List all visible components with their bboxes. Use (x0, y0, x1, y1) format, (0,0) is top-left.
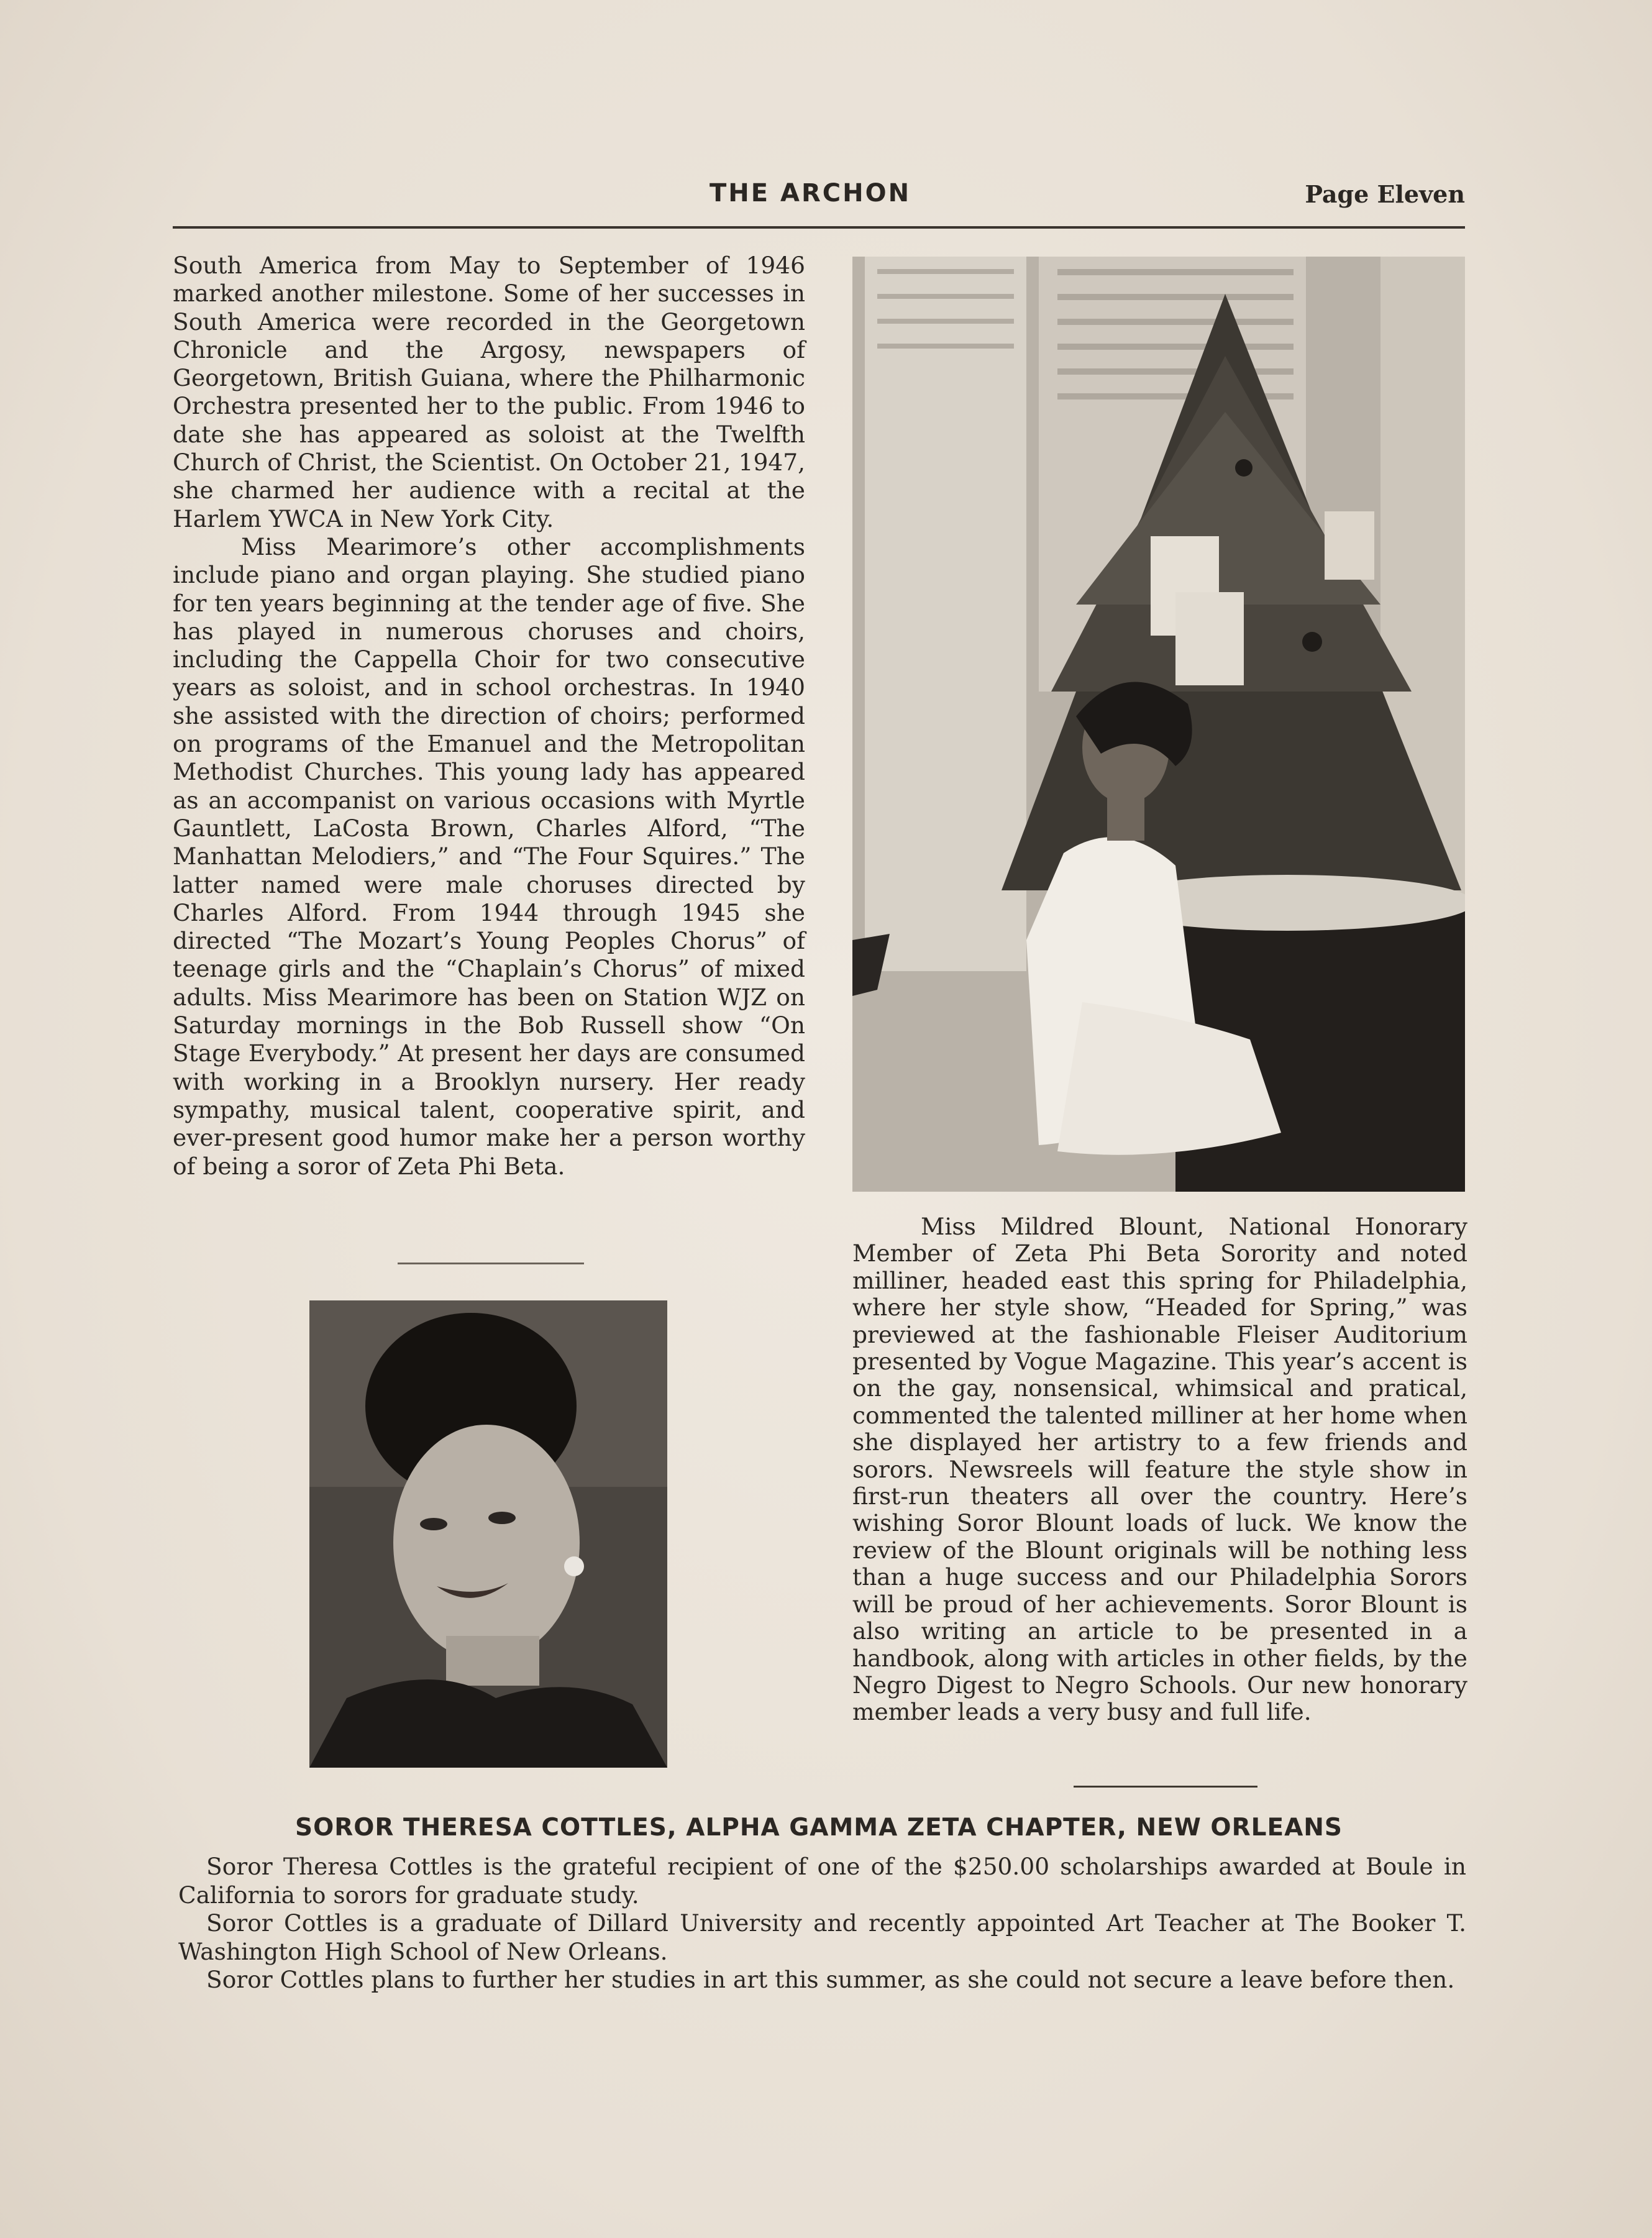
photo-caption (852, 1213, 1467, 1726)
section-paragraph-1: Soror Theresa Cottles is the grateful recipient of one of the $250.00 scholarships awarded at Boule in California to sorors for graduate study. (178, 1853, 1466, 1909)
article-paragraph-2: Miss Mearimore’s other accomplishments include piano and organ playing. She studied piano for ten years beginning at the tender age of five. She has played in numerous choruses and choirs, including the Cappella Choir for two consecutive years as soloist, and in school orchestras. In 1940 she assisted with the direction of choirs; performed on programs of the Emanuel and the Metropolitan Methodist Churches. This young lady has appeared as an accompanist on various occasions with Myrtle Gauntlett, LaCosta Brown, Charles Alford, “The Manhattan Melodiers,” and “The Four Squires.” The latter named were male choruses directed by Charles Alford. From 1944 through 1945 she directed “The Mozart’s Young Peoples Chorus” of teenage girls and the “Chaplain’s Chorus” of mixed adults. Miss Mearimore has been on Station WJZ on Saturday mornings in the Bob Russell show “On Stage Everybody.” At present her days are consumed with working in a Brooklyn nursery. Her ready sympathy, musical talent, cooperative spirit, and ever-present good humor make her a person worthy of being a soror of Zeta Phi Beta. (173, 532, 805, 1180)
article-end-rule (398, 1263, 584, 1264)
caption-text: Miss Mildred Blount, National Honorary Member of Zeta Phi Beta Sorority and noted milliner, headed east this spring for Philadelphia, where her style show, “Headed for Spring,” was previewed at the fashionable Fleiser Auditorium presented by Vogue Magazine. This year’s accent is on the gay, nonsensical, whimsical and pratical, commented the talented milliner at her home when she displayed her artistry to a few friends and sorors. Newsreels will feature the style show in first-run theaters all over the country. Here’s wishing Soror Blount loads of luck. We know the review of the Blount originals will be nothing less than a huge success and our Philadelphia Sorors will be proud of her achievements. Soror Blount is also writing an article to be presented in a handbook, along with articles in other fields, by the Negro Digest to Negro Schools. Our new honorary member leads a very busy and full life. (852, 1213, 1467, 1726)
journal-title: THE ARCHON (710, 179, 911, 208)
caption-end-rule (1074, 1786, 1257, 1788)
page-header (173, 175, 1465, 212)
article-column (173, 252, 805, 1181)
section-body (178, 1853, 1466, 1994)
page-number: Page Eleven (1305, 180, 1465, 208)
article-paragraph-1: South America from May to September of 1946 marked another milestone. Some of her successes in South America were recorded in the Georgetown Chronicle and the Argosy, newspapers of Georgetown, British Guiana, where the Philharmonic Orchestra presented her to the public. From 1946 to date she has appeared as soloist at the Twelfth Church of Christ, the Scientist. On October 21, 1947, she charmed her audience with a recital at the Harlem YWCA in New York City. (173, 252, 805, 532)
header-divider (173, 226, 1465, 229)
portrait-photo (309, 1300, 667, 1768)
christmas-tree-photo (852, 257, 1465, 1192)
section-heading: SOROR THERESA COTTLES, ALPHA GAMMA ZETA CHAPTER, NEW ORLEANS (294, 1814, 1343, 1842)
section-paragraph-2: Soror Cottles is a graduate of Dillard University and recently appointed Art Teacher at The Booker T. Washington High School of New Orleans. (178, 1909, 1466, 1965)
section-paragraph-3: Soror Cottles plans to further her studies in art this summer, as she could not secure a leave before then. (206, 1966, 1455, 1993)
